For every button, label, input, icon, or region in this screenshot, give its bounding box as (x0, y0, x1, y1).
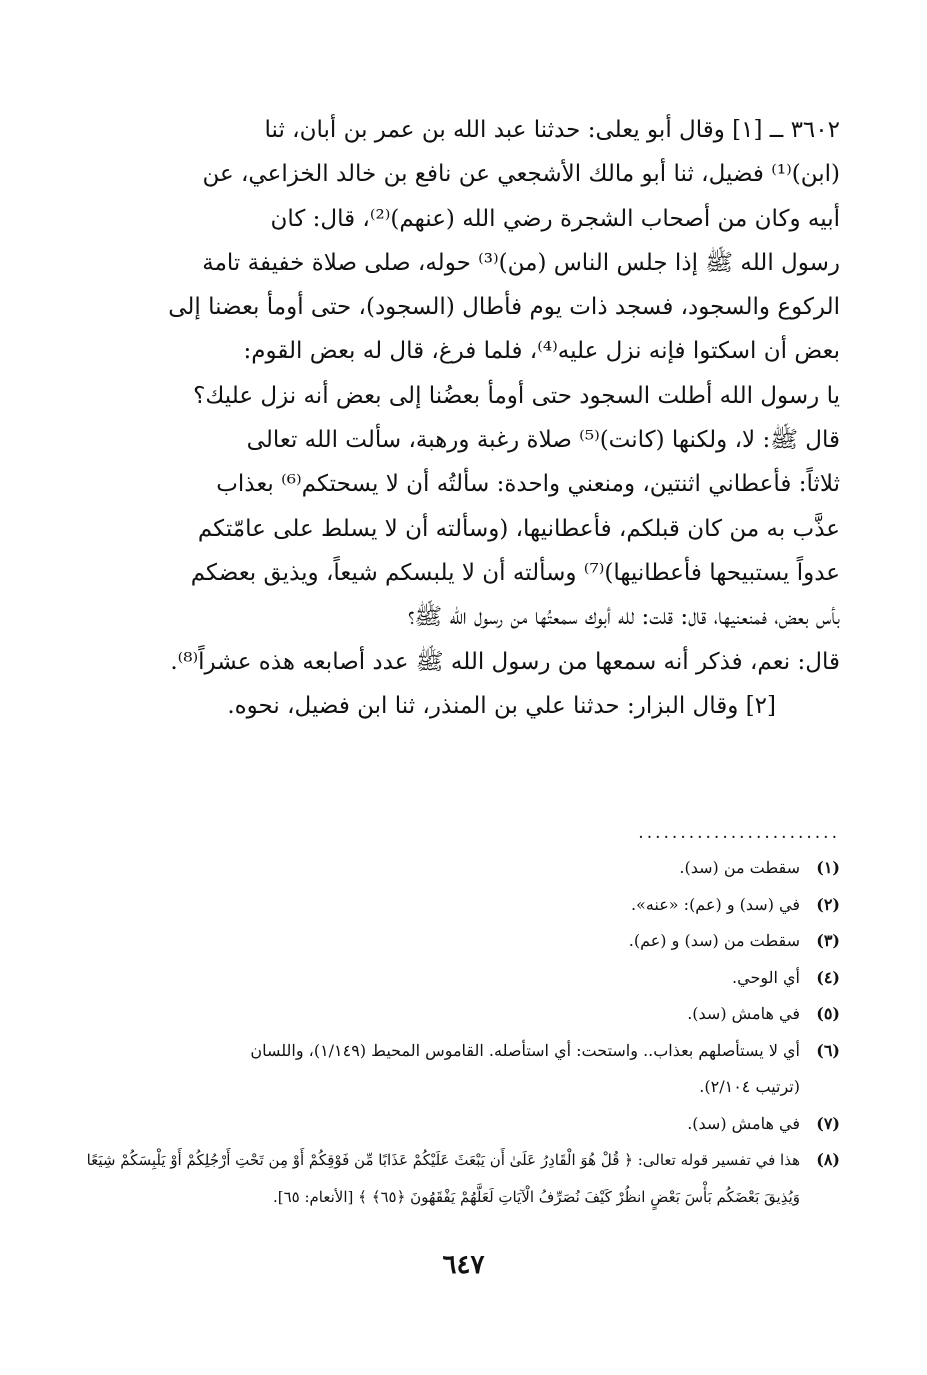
footnote-number: (٣) (816, 931, 840, 950)
footnote-text: سقطت من (سد) و (عم). (628, 931, 800, 950)
footnote-text: سقطت من (سد). (679, 858, 800, 877)
footnote-text: في (سد) و (عم): «عنه». (630, 894, 800, 914)
second-narration: [٢] وقال البزار: حدثنا علي بن المنذر، ثنا ابن فضيل، نحوه. (227, 692, 776, 719)
footnote (128, 1106, 840, 1143)
page-number: ٦٤٧ (442, 1250, 485, 1280)
footnote (128, 960, 840, 997)
body-line: يا رسول الله أطلت السجود حتى أومأ بعضُنا إلى بعض أنه نزل عليك؟ (193, 382, 840, 409)
footnote-number: (١) (816, 858, 840, 877)
footnote-text: أي الوحي. (732, 967, 800, 987)
footnote-number: (٨) (816, 1150, 840, 1169)
body-line: ٣٦٠٢ ــ [١] وقال أبو يعلى: حدثنا عبد الله بن عمر بن أبان، ثنا (264, 117, 840, 143)
body-line: الركوع والسجود، فسجد ذات يوم فأطال (السجود)، حتى أومأ بعضنا إلى (168, 294, 840, 321)
footnote (128, 850, 840, 887)
footnote-number: (٢) (816, 894, 840, 914)
footnote-text: في هامش (سد). (687, 1004, 800, 1023)
footnote-number: (٥) (816, 1004, 840, 1023)
body-line: عدواً يستبيحها فأعطانيها)⁽⁷⁾ وسألته أن لا يلبسكم شيعاً، ويذيق بعضكم (190, 559, 840, 586)
footnote-number: (٤) (816, 967, 840, 987)
body-line: (ابن)⁽¹⁾ فضيل، ثنا أبو مالك الأشجعي عن نافع بن خالد الخزاعي، عن (202, 161, 840, 188)
body-line: عذَّب به من كان قبلكم، فأعطانيها، (وسألته أن لا يسلط على عامّتكم (197, 515, 840, 542)
footnote (128, 1033, 840, 1106)
body-line: بأس بعض، فمنعنيها، قال: قلت: لله أبوك سمعتُها من رسول الله ﷺ؟ (408, 604, 840, 631)
footnote (128, 887, 840, 924)
footnote-text: وَيُذِيقَ بَعْضَكُم بَأْسَ بَعْضٍ انظُرْ كَيْفَ نُصَرِّفُ الْآيَاتِ لَعَلَّهُمْ يَفْقَهُونَ ﴿٦٥﴾ ﴾ [الأنعام: ٦٥]. (272, 1187, 800, 1206)
body-line: رسول الله ﷺ إذا جلس الناس (من)⁽³⁾ حوله، صلى صلاة خفيفة تامة (202, 249, 840, 276)
body-line: قال: نعم، فذكر أنه سمعها من رسول الله ﷺ عدد أصابعه هذه عشراً⁽⁸⁾. (170, 648, 840, 675)
footnote-number: (٦) (816, 1040, 840, 1060)
footnote-separator: ........................ (638, 823, 840, 843)
footnote-text: أي لا يستأصلهم بعذاب.. واستحت: أي استأصله. القاموس المحيط (١/١٤٩)، واللسان (250, 1040, 800, 1060)
footnote-number: (٧) (816, 1113, 840, 1133)
body-line: قال ﷺ: لا، ولكنها (كانت)⁽⁵⁾ صلاة رغبة ورهبة، سألت الله تعالى (246, 427, 840, 454)
footnote (86, 1142, 840, 1215)
footnote (128, 996, 840, 1033)
footnote-text: (ترتيب ٢/١٠٤). (699, 1077, 800, 1096)
footnote-text: في هامش (سد). (687, 1113, 800, 1133)
hadith-body (128, 108, 840, 728)
footnote (128, 923, 840, 960)
footnotes (86, 850, 840, 1215)
body-line: أبيه وكان من أصحاب الشجرة رضي الله (عنهم)⁽²⁾، قال: كان (270, 205, 840, 232)
body-line: ثلاثاً: فأعطاني اثنتين، ومنعني واحدة: سألتُه أن لا يسحتكم⁽⁶⁾ بعذاب (216, 471, 840, 498)
footnote-text: هذا في تفسير قوله تعالى: ﴿ قُلْ هُوَ الْقَادِرُ عَلَىٰ أَن يَبْعَثَ عَلَيْكُمْ عَذَابًا مِّن فَوْقِكُمْ أَوْ مِن تَحْتِ أَرْجُلِكُمْ أَوْ يَلْبِسَكُمْ شِيَعًا (86, 1151, 800, 1169)
body-line: بعض أن اسكتوا فإنه نزل عليه⁽⁴⁾، فلما فرغ، قال له بعض القوم: (243, 338, 840, 365)
